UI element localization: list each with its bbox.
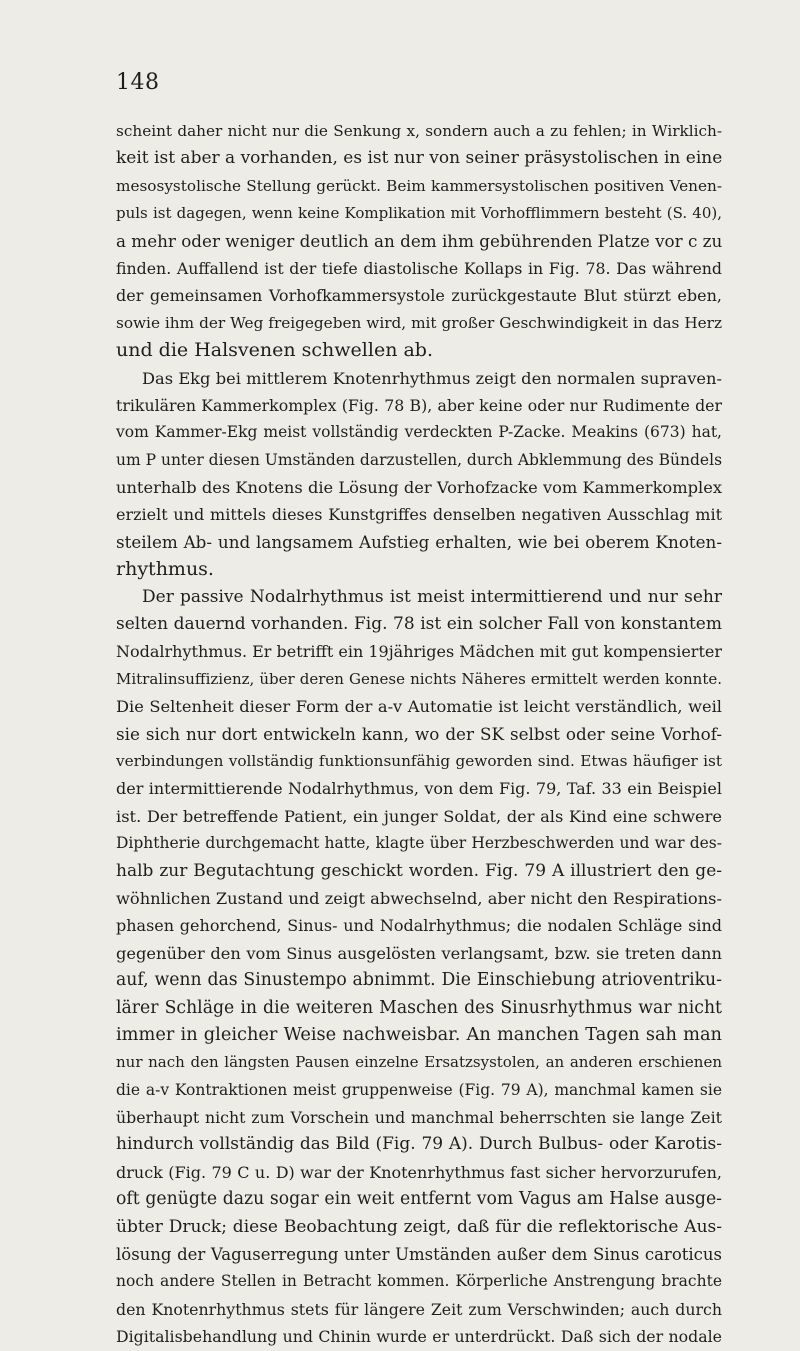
- text-line: ist. Der betreffende Patient, ein junger Soldat, der als Kind eine schwere: [116, 806, 722, 826]
- text-line: a mehr oder weniger deutlich an dem ihm gebührenden Platze vor c zu: [116, 230, 722, 251]
- text-line: lösung der Vaguserregung unter Umständen außer dem Sinus caroticus: [116, 1245, 722, 1265]
- text-line: und die Halsvenen schwellen ab.: [116, 339, 433, 362]
- text-line: trikulären Kammerkomplex (Fig. 78 B), aber keine oder nur Rudimente der: [116, 395, 722, 415]
- text-line: der gemeinsamen Vorhofkammersystole zurückgestaute Blut stürzt eben,: [116, 286, 722, 306]
- text-line: um P unter diesen Umständen darzustellen, durch Abklemmung des Bündels: [116, 450, 722, 469]
- text-line: nur nach den längsten Pausen einzelne Ersatzsystolen, an anderen erschienen: [116, 1053, 722, 1072]
- text-line: Nodalrhythmus. Er betrifft ein 19jähriges Mädchen mit gut kompensierter: [116, 642, 722, 662]
- text-line: übter Druck; diese Beobachtung zeigt, daß für die reflektorische Aus-: [116, 1216, 722, 1237]
- text-line: vom Kammer-Ekg meist vollständig verdeckten P-Zacke. Meakins (673) hat,: [116, 423, 722, 442]
- text-line: selten dauernd vorhanden. Fig. 78 ist ein solcher Fall von konstantem: [116, 614, 722, 635]
- text-line: Das Ekg bei mittlerem Knotenrhythmus zeigt den normalen supraven-: [142, 368, 722, 388]
- text-line: die a-v Kontraktionen meist gruppenweise (Fig. 79 A), manchmal kamen sie: [116, 1080, 722, 1099]
- text-line: erzielt und mittels dieses Kunstgriffes denselben negativen Ausschlag mit: [116, 505, 722, 525]
- text-line: finden. Auffallend ist der tiefe diastolische Kollaps in Fig. 78. Das während: [116, 258, 722, 278]
- text-line: sie sich nur dort entwickeln kann, wo der SK selbst oder seine Vorhof-: [116, 723, 722, 744]
- text-line: halb zur Begutachtung geschickt worden. Fig. 79 A illustriert den ge-: [116, 860, 722, 881]
- text-line: wöhnlichen Zustand und zeigt abwechselnd, aber nicht den Respirations-: [116, 888, 722, 908]
- page-number: 148: [116, 70, 160, 95]
- text-line: unterhalb des Knotens die Lösung der Vorhofzacke vom Kammerkomplex: [116, 478, 722, 498]
- text-line: der intermittierende Nodalrhythmus, von dem Fig. 79, Taf. 33 ein Beispiel: [116, 779, 722, 799]
- text-line: Der passive Nodalrhythmus ist meist intermittierend und nur sehr: [142, 586, 722, 607]
- text-line: Die Seltenheit dieser Form der a-v Automatie ist leicht verständlich, weil: [116, 697, 722, 717]
- text-line: druck (Fig. 79 C u. D) war der Knotenrhythmus fast sicher hervorzurufen,: [116, 1162, 722, 1182]
- body-text: [116, 118, 722, 1351]
- text-line: steilem Ab- und langsamem Aufstieg erhalten, wie bei oberem Knoten-: [116, 531, 722, 552]
- text-line: auf, wenn das Sinustempo abnimmt. Die Einschiebung atrioventriku-: [116, 970, 722, 991]
- text-line: keit ist aber a vorhanden, es ist nur von seiner präsystolischen in eine: [116, 148, 722, 169]
- text-line: phasen gehorchend, Sinus- und Nodalrhythmus; die nodalen Schläge sind: [116, 916, 722, 936]
- text-line: mesosystolische Stellung gerückt. Beim kammersystolischen positiven Venen-: [116, 176, 722, 195]
- text-line: scheint daher nicht nur die Senkung x, sondern auch a zu fehlen; in Wirklich-: [116, 122, 722, 140]
- text-line: Digitalisbehandlung und Chinin wurde er unterdrückt. Daß sich der nodale: [116, 1327, 722, 1347]
- text-line: überhaupt nicht zum Vorschein und manchmal beherrschten sie lange Zeit: [116, 1108, 722, 1128]
- text-line: hindurch vollständig das Bild (Fig. 79 A). Durch Bulbus- oder Karotis-: [116, 1134, 722, 1155]
- text-line: den Knotenrhythmus stets für längere Zeit zum Verschwinden; auch durch: [116, 1299, 722, 1319]
- text-line: verbindungen vollständig funktionsunfähig geworden sind. Etwas häufiger ist: [116, 751, 722, 770]
- text-line: immer in gleicher Weise nachweisbar. An manchen Tagen sah man: [116, 1024, 722, 1045]
- text-line: oft genügte dazu sogar ein weit entfernt vom Vagus am Halse ausge-: [116, 1189, 722, 1210]
- text-line: noch andere Stellen in Betracht kommen. Körperliche Anstrengung brachte: [116, 1272, 722, 1291]
- text-line: gegenüber den vom Sinus ausgelösten verlangsamt, bzw. sie treten dann: [116, 943, 722, 963]
- text-line: sowie ihm der Weg freigegeben wird, mit großer Geschwindigkeit in das Herz: [116, 313, 722, 332]
- text-line: Mitralinsuffizienz, über deren Genese nichts Näheres ermittelt werden konnte.: [116, 669, 722, 688]
- text-line: rhythmus.: [116, 558, 214, 581]
- text-line: puls ist dagegen, wenn keine Komplikation mit Vorhofflimmern besteht (S. 40),: [116, 204, 722, 223]
- text-line: Diphtherie durchgemacht hatte, klagte über Herzbeschwerden und war des-: [116, 834, 722, 853]
- text-line: lärer Schläge in die weiteren Maschen des Sinusrhythmus war nicht: [116, 997, 722, 1018]
